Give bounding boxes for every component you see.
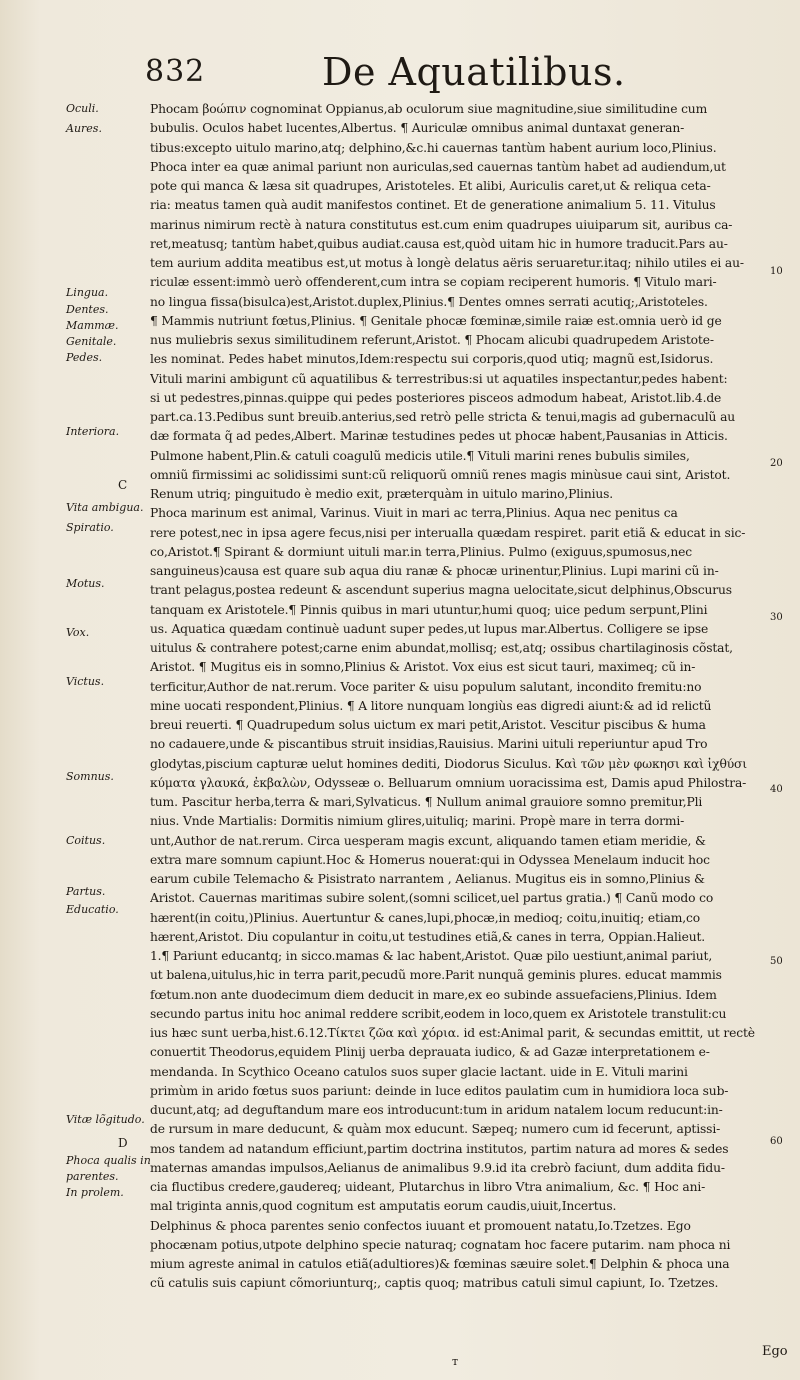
text-line: Renum utriq; pinguitudo è medio exit, præterquàm in uitulo marino,Plinius. xyxy=(150,487,614,501)
text-line: mium agreste animal in catulos etiã(adultiores)& fœminas sæuire solet.¶ Delphin & phoca una xyxy=(150,1257,730,1271)
text-line: Delphinus & phoca parentes senio confectos iuuant et promouent natatu,Io.Tzetzes. Ego xyxy=(150,1218,691,1233)
text-line: κύματα γλαυκά, ἐκβαλὼν, Odysseæ o. Belluarum omnium uoracissima est, Damis apud Philostra- xyxy=(150,775,747,790)
printer-signature: ᴛ xyxy=(452,1355,459,1368)
line-number: 60 xyxy=(770,1136,783,1147)
margin-note: Pedes. xyxy=(66,351,103,364)
text-line: us. Aquatica quædam continuè uadunt super pedes,ut lupus mar.Albertus. Colligere se ipse xyxy=(150,621,709,636)
margin-note: Aures. xyxy=(66,122,102,135)
text-line: primùm in arido fœtus suos pariunt: deinde in luce editos paulatim cum in humidiora loca sub- xyxy=(150,1083,729,1098)
text-line: Aristot. Cauernas maritimas subire solent,(somni scilicet,uel partus gratia.) ¶ Canũ modo co xyxy=(150,891,714,906)
text-line: Pulmone habent,Plin.& catuli coagulũ medicis utile.¶ Vituli marini renes bubulis similes, xyxy=(150,448,690,463)
text-line: extra mare somnum capiunt.Hoc & Homerus nouerat:qui in Odyssea Menelaum inducit hoc xyxy=(150,852,710,867)
margin-note: Vitæ lõgitudo. xyxy=(66,1113,145,1126)
text-line: tem aurium addita meatibus est,ut motus à longè delatus aëris seruaretur.itaq; nihilo utiles ei au- xyxy=(150,256,744,270)
text-line: nius. Vnde Martialis: Dormitis nimium glires,uituliq; marini. Propè mare in terra dormi- xyxy=(150,814,685,829)
line-number: 30 xyxy=(770,612,783,623)
margin-note: Oculi. xyxy=(66,102,99,115)
margin-note: Vita ambigua. xyxy=(66,501,144,514)
line-number: 20 xyxy=(770,458,783,469)
text-line: uitulus & contrahere potest;carne enim abundat,mollisq; est,atq; ossibus chartilaginosis cõstat, xyxy=(150,641,733,655)
text-line: hærent(in coitu,)Plinius. Auertuntur & canes,lupi,phocæ,in medioq; coitu,inuitiq; etiam,co xyxy=(150,910,701,925)
text-line: tum. Pascitur herba,terra & mari,Sylvaticus. ¶ Nullum animal grauiore somno premitur,Pli xyxy=(150,795,703,809)
text-line: trant pelagus,postea redeunt & ascendunt superius magna uelocitate,sicut delphinus,Obscurus xyxy=(150,583,732,598)
margin-note: parentes. xyxy=(66,1170,119,1183)
text-line: les nominat. Pedes habet minutos,Idem:respectu sui corporis,quod utiq; magnũ est,Isidorus. xyxy=(150,352,714,367)
line-numbers xyxy=(770,0,800,1380)
line-number: 40 xyxy=(770,784,783,795)
margin-note: Somnus. xyxy=(66,770,114,783)
text-line: Phocam βοώπιν cognominat Oppianus,ab oculorum siue magnitudine,siue similitudine cum xyxy=(150,102,708,116)
text-line: earum cubile Telemacho & Pisistrato narrantem , Aelianus. Mugitus eis in somno,Plinius & xyxy=(150,872,705,886)
text-line: Phoca inter ea quæ animal pariunt non auriculas,sed cauernas tantùm habet ad audiendum,ut xyxy=(150,159,726,174)
margin-note: Educatio. xyxy=(66,903,119,916)
margin-note: Genitale. xyxy=(66,335,117,348)
margin-note: Partus. xyxy=(66,885,106,898)
text-line: de rursum in mare deducunt, & quàm mox educunt. Sæpeq; numero cum id fecerunt, aptissi- xyxy=(150,1122,721,1137)
text-line: ria: meatus tamen quà audit manifestos continet. Et de generatione animalium 5. 11. Vitulus xyxy=(150,198,716,213)
text-line: mendanda. In Scythico Oceano catulos suos super glacie lactant. uide in E. Vituli marini xyxy=(150,1064,688,1079)
text-line xyxy=(150,1313,776,1332)
margin-note: Spiratio. xyxy=(66,521,114,534)
text-line: mal triginta annis,quod cognitum est amputatis eorum caudis,uiuit,Incertus. xyxy=(150,1199,617,1214)
margin-note: Interiora. xyxy=(66,425,120,438)
text-line: ¶ Mammis nutriunt fœtus,Plinius. ¶ Genitale phocæ fœminæ,simile raiæ est.omnia uerò id ge xyxy=(150,313,722,328)
text-line: terficitur,Author de nat.rerum. Voce pariter & uisu populum salutant, incondito fremitu:no xyxy=(150,679,702,694)
margin-notes xyxy=(0,0,151,1380)
text-line: unt,Author de nat.rerum. Circa uesperam magis excunt, aliquando tamen etiam meridie, & xyxy=(150,833,706,848)
text-line: breui reuerti. ¶ Quadrupedum solus uictum ex mari petit,Aristot. Vescitur piscibus & huma xyxy=(150,718,706,732)
text-line: cia fluctibus credere,gaudereq; uideant, Plutarchus in libro Vtra animalium, &c. ¶ Hoc ani- xyxy=(150,1180,706,1194)
text-line: tibus:excepto uitulo marino,atq; delphino,&c.hi cauernas tantùm habent aurium loco,Plinius. xyxy=(150,140,717,155)
text-line: rere potest,nec in ipsa agere fecus,nisi per interualla quædam respiret. parit etiã & educat in sic- xyxy=(150,525,746,540)
text-line xyxy=(150,1294,776,1313)
text-line: Aristot. ¶ Mugitus eis in somno,Plinius & Aristot. Vox eius est sicut tauri, maximeq; cũ in- xyxy=(150,660,696,675)
text-line: maternas amandas impulsos,Aelianus de animalibus 9.9.id ita crebrò faciunt, dum addita fidu- xyxy=(150,1160,725,1175)
text-line: sanguineus)causa est quare sub aqua diu ranæ & phocæ urinentur,Plinius. Lupi marini cũ in- xyxy=(150,564,719,578)
margin-note: Phoca qualis in xyxy=(66,1154,151,1167)
line-number: 10 xyxy=(770,266,783,277)
text-line: Vituli marini ambigunt cũ aquatilibus & terrestribus:si ut aquatiles inspectantur,pedes habent: xyxy=(150,371,728,386)
margin-note: Coitus. xyxy=(66,834,106,847)
text-line: no cadauere,unde & piscantibus struit insidias,Rauisius. Marini uituli reperiuntur apud Tro xyxy=(150,737,708,752)
text-line: ducunt,atq; ad deguftandum mare eos introducunt:tum in aridum natalem locum reducunt:in- xyxy=(150,1103,723,1117)
text-line: glodytas,piscium capturæ uelut homines dediti, Diodorus Siculus. Καὶ τῶν μὲν φωκησι καὶ ἰχθύσι xyxy=(150,756,747,771)
text-line: part.ca.13.Pedibus sunt breuib.anterius,sed retrò pelle stricta & tenui,magis ad gubernaculũ au xyxy=(150,410,736,424)
text-line: tanquam ex Aristotele.¶ Pinnis quibus in mari utuntur,humi quoq; uice pedum serpunt,Plini xyxy=(150,602,708,617)
text-line: marinus nimirum rectè à natura constitutus est.cum enim quadrupes uiuiparum sit, auribus ca- xyxy=(150,217,733,232)
text-line: omniũ firmissimi ac solidissimi sunt:cũ reliquorũ omniũ renes magis minùsue caui sint, Aristot. xyxy=(150,467,731,482)
text-line: mine uocati respondent,Plinius. ¶ A litore nunquam longiùs eas digredi aiunt:& ad id relictũ xyxy=(150,698,712,713)
text-line: si ut pedestres,pinnas.quippe qui pedes posteriores pisceos admodum habeat, Aristot.lib.4.de xyxy=(150,390,722,405)
text-line: ius hæc sunt uerba,hist.6.12.Τίκτει ζῶα καὶ χόρια. id est:Animal parit, & secundas emittit, ut rectè xyxy=(150,1026,755,1040)
page-number: 832 xyxy=(145,54,206,89)
margin-note: Vox. xyxy=(66,626,90,639)
section-letter: C xyxy=(118,478,128,492)
text-line: hærent,Aristot. Diu copulantur in coitu,ut testudines etiã,& canes in terra, Oppian.Halieut. xyxy=(150,929,706,944)
text-line: no lingua fissa(bisulca)est,Aristot.duplex,Plinius.¶ Dentes omnes serrati acutiq;,Aristoteles. xyxy=(150,294,708,309)
text-line: phocænam potius,utpote delphino specie naturaq; cognatam hoc facere putarim. nam phoca ni xyxy=(150,1237,731,1252)
text-line: cũ catulis suis capiunt cõmoriunturq;, captis quoq; matribus catuli simul capiunt, Io. Tzetzes. xyxy=(150,1276,719,1291)
body-text xyxy=(150,100,776,1332)
section-letter: D xyxy=(118,1136,128,1150)
margin-note: Lingua. xyxy=(66,286,109,299)
text-line: ret,meatusq; tantùm habet,quibus audiat.causa est,quòd uitam hic in humore traducit.Pars au- xyxy=(150,236,728,251)
text-line: 1.¶ Pariunt educantq; in sicco.mamas & lac habent,Aristot. Quæ pilo uestiunt,animal pariut, xyxy=(150,949,713,963)
text-line: ut balena,uitulus,hic in terra parit,pecudũ more.Parit nunquã geminis plures. educat mammis xyxy=(150,968,722,983)
margin-note: Victus. xyxy=(66,675,105,688)
text-line: conuertit Theodorus,equidem Plinij uerba deprauata iudico, & ad Gazæ interpretationem e- xyxy=(150,1045,710,1060)
text-line: co,Aristot.¶ Spirant & dormiunt uituli mar.in terra,Plinius. Pulmo (exiguus,spumosus,nec xyxy=(150,544,693,559)
text-line: fœtum.non ante duodecimum diem deducit in mare,ex eo subinde assuefaciens,Plinius. Idem xyxy=(150,987,717,1002)
text-line: pote qui manca & læsa sit quadrupes, Aristoteles. Et alibi, Auriculis caret,ut & reliqua ceta- xyxy=(150,179,711,193)
text-line: bubulis. Oculos habet lucentes,Albertus. ¶ Auriculæ omnibus animal duntaxat generan- xyxy=(150,121,685,136)
text-line: nus muliebris sexus similitudinem referunt,Aristot. ¶ Phocam alicubi quadrupedem Aristote- xyxy=(150,333,714,347)
margin-note: Mammæ. xyxy=(66,319,119,332)
text-line: dæ formata q̃ ad pedes,Albert. Marinæ testudines pedes ut phocæ habent,Pausanias in Atticis. xyxy=(150,429,728,444)
margin-note: In prolem. xyxy=(66,1186,124,1199)
catchword: Ego xyxy=(762,1344,788,1359)
text-line: Phoca marinum est animal, Varinus. Viuit in mari ac terra,Plinius. Aqua nec penitus ca xyxy=(150,506,678,521)
margin-note: Motus. xyxy=(66,577,105,590)
text-line: secundo partus initu hoc animal reddere scribit,eodem in loco,quem ex Aristotele transtulit:cu xyxy=(150,1006,727,1021)
margin-note: Dentes. xyxy=(66,303,109,316)
line-number: 50 xyxy=(770,956,783,967)
text-line: mos tandem ad natandum efficiunt,partim doctrina institutos, partim natura ad mores & sedes xyxy=(150,1141,729,1156)
running-title: De Aquatilibus. xyxy=(322,50,626,94)
text-line: riculæ essent:immò uerò offenderent,cum intra se copiam reciperent humoris. ¶ Vitulo mari- xyxy=(150,275,717,290)
